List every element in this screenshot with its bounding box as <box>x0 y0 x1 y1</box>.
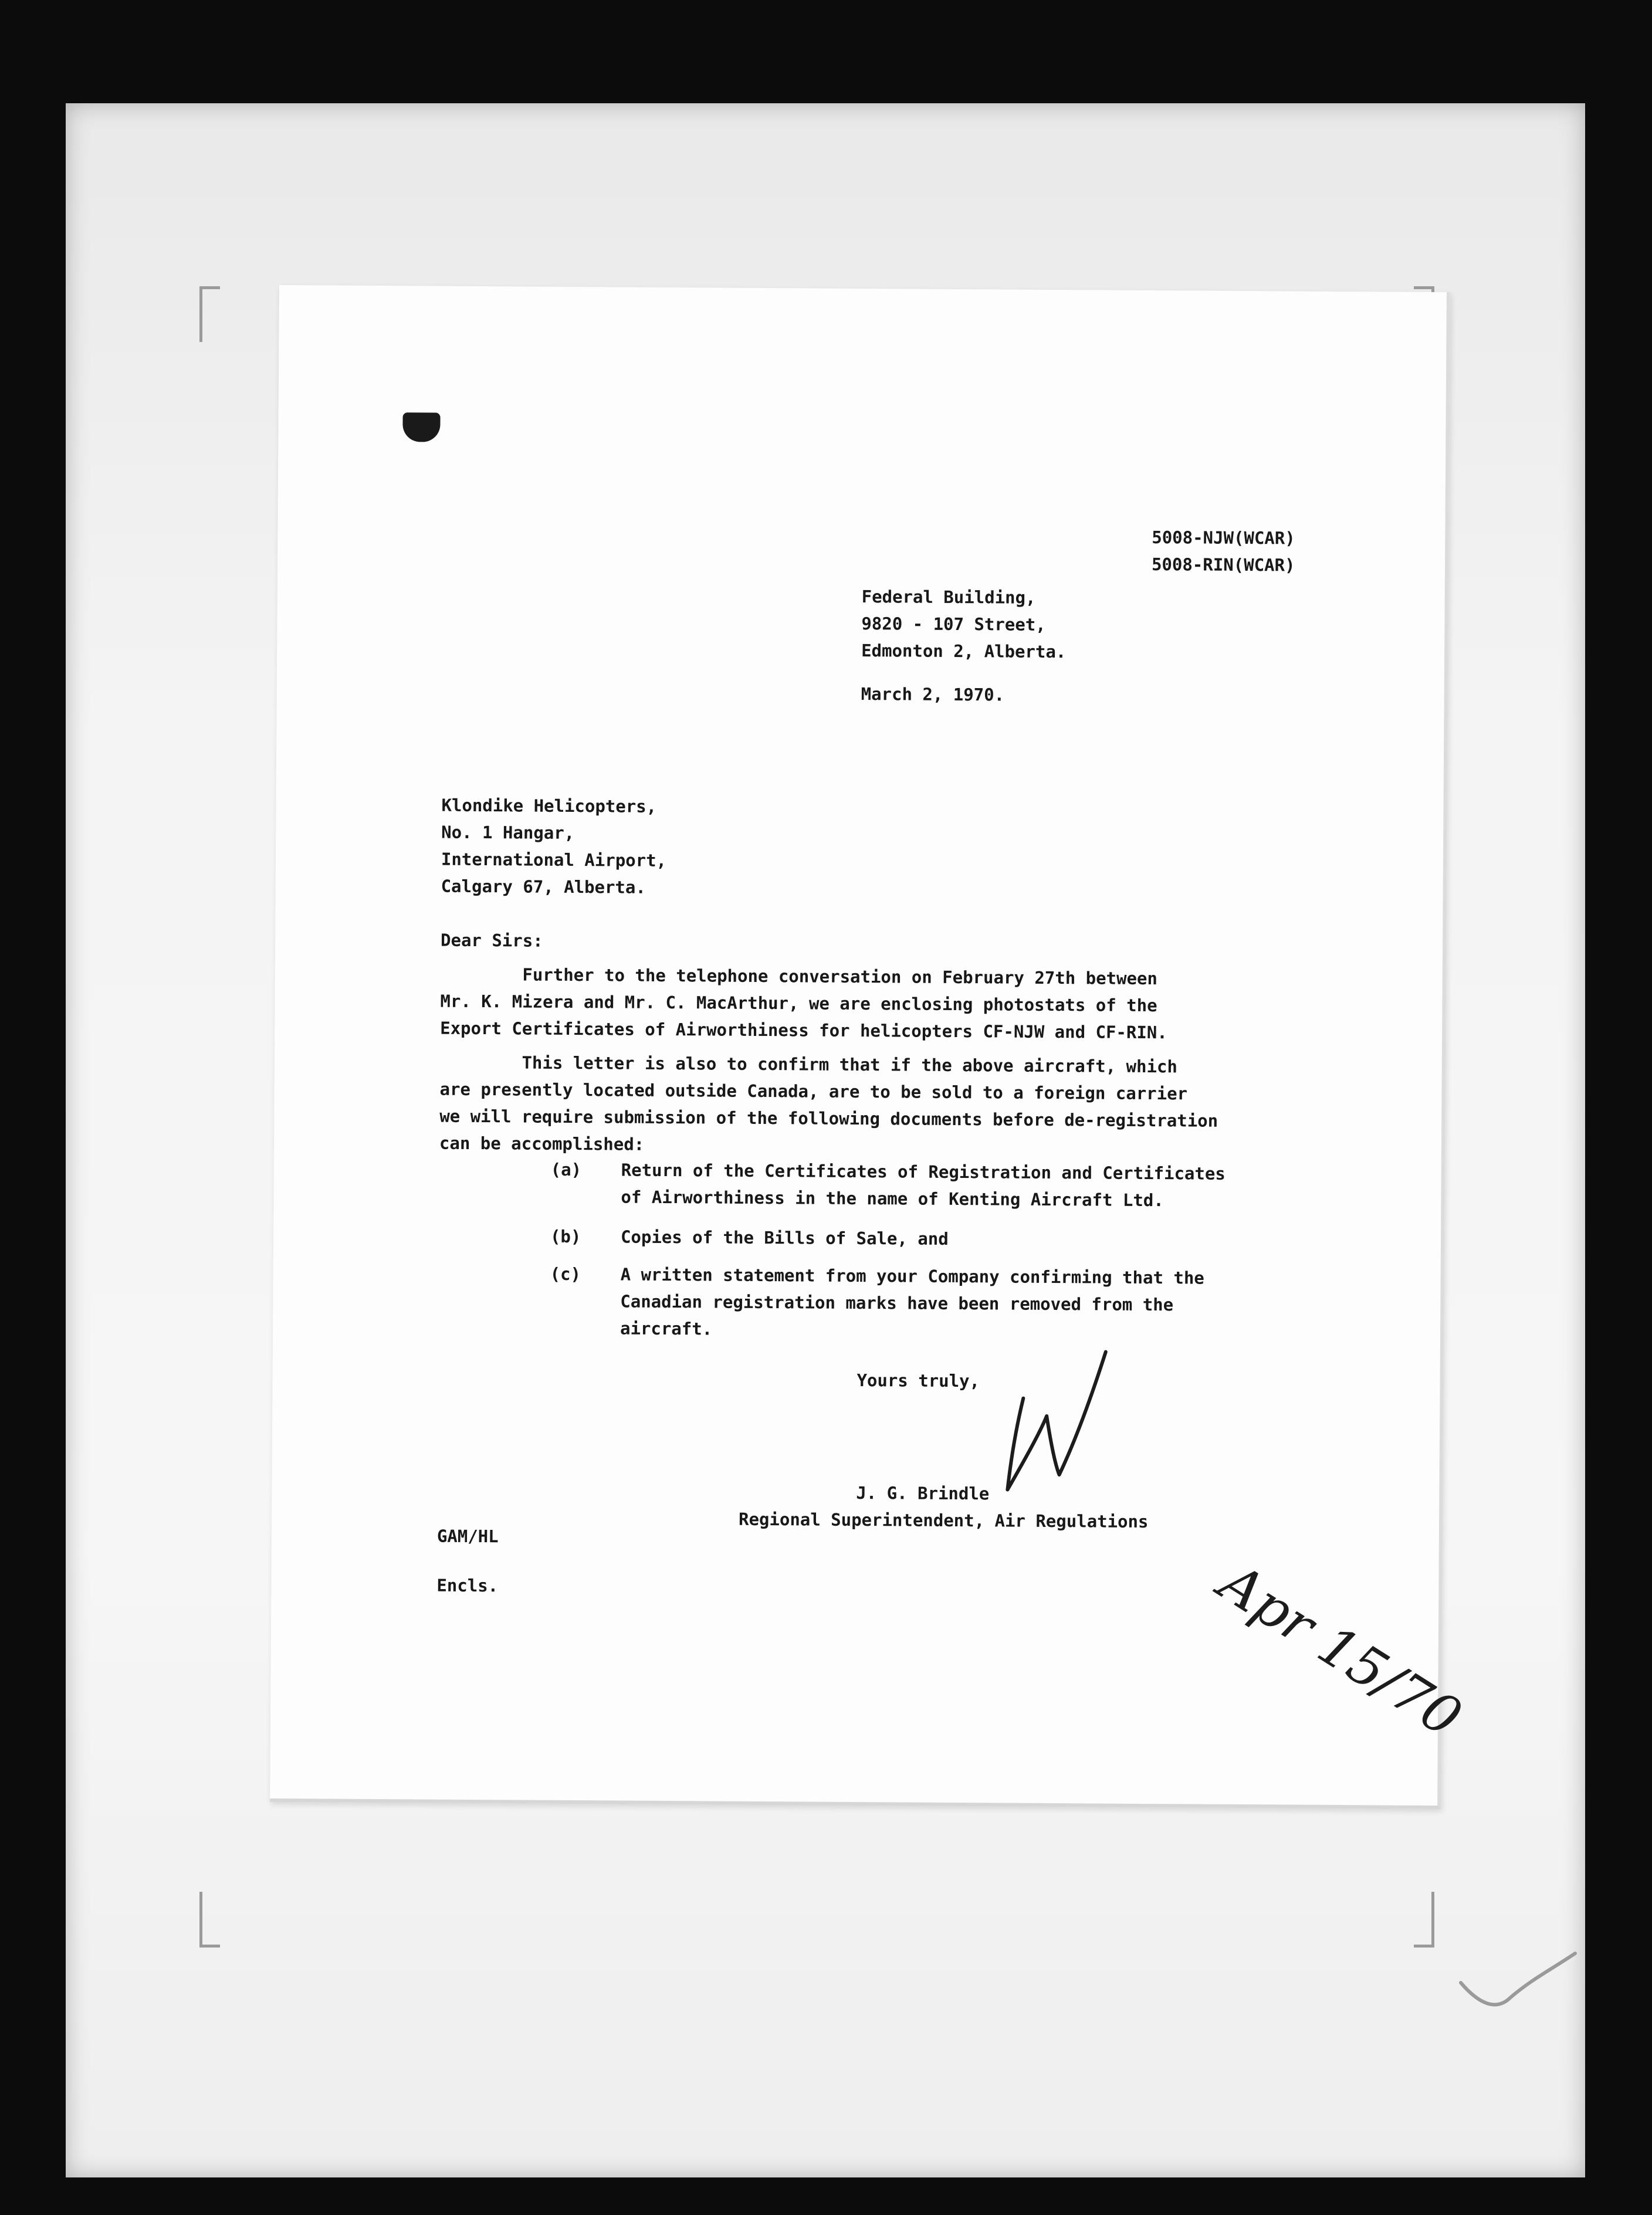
svg-text:Apr 15/70: Apr 15/70 <box>1208 1550 1472 1750</box>
paragraph-1: Further to the telephone conversation on February 27th between Mr. K. Mizera and Mr. C. MacArthur, we are enclosing photostats of the Export Certificates of Airworthiness for helicopters CF-NJW and CF-RIN. <box>440 964 1167 1043</box>
list-label-b: (b) <box>550 1226 581 1247</box>
signatory-title: Regional Superintendent, Air Regulations <box>738 1509 1149 1532</box>
crop-mark-bottom-left <box>199 1892 220 1948</box>
list-label-a: (a) <box>550 1159 582 1180</box>
list-label-c: (c) <box>550 1264 581 1285</box>
handwritten-date-note <box>1186 1528 1472 1750</box>
crop-mark-top-left <box>199 286 220 342</box>
enclosures: Encls. <box>436 1575 499 1596</box>
list-item-b: Copies of the Bills of Sale, and <box>620 1227 949 1249</box>
crop-mark-bottom-right <box>1414 1892 1434 1948</box>
file-ref-1: 5008-NJW(WCAR) <box>1152 527 1295 548</box>
sender-line-1: Federal Building, <box>861 587 1036 608</box>
punch-hole-mark <box>402 412 440 442</box>
letter-page <box>270 285 1472 1809</box>
closing: Yours truly, <box>857 1370 980 1391</box>
recipient-line-3: International Airport, <box>441 849 667 871</box>
letter-date: March 2, 1970. <box>861 683 1005 705</box>
sender-line-3: Edmonton 2, Alberta. <box>861 641 1067 662</box>
paragraph-2: This letter is also to confirm that if the above aircraft, which are presently located outside Canada, are to be sold to a foreign carrier we will require submission of the following documents before de-registration can be accomplished: <box>439 1052 1218 1154</box>
signatory-name: J. G. Brindle <box>856 1482 990 1504</box>
list-item-a: Return of the Certificates of Registration and Certificates of Airworthiness in the name of Kenting Aircraft Ltd. <box>621 1160 1226 1211</box>
sender-line-2: 9820 - 107 Street, <box>861 614 1046 635</box>
recipient-line-1: Klondike Helicopters, <box>441 795 657 817</box>
recipient-line-2: No. 1 Hangar, <box>441 822 575 844</box>
recipient-line-4: Calgary 67, Alberta. <box>441 876 646 897</box>
file-ref-2: 5008-RIN(WCAR) <box>1151 554 1295 575</box>
salutation: Dear Sirs: <box>440 930 543 951</box>
corner-mark <box>1455 1948 1584 2018</box>
reference-initials: GAM/HL <box>436 1526 499 1547</box>
signature-initial <box>981 1345 1112 1498</box>
list-item-c: A written statement from your Company confirming that the Canadian registration marks have been removed from the aircraft. <box>620 1264 1204 1339</box>
